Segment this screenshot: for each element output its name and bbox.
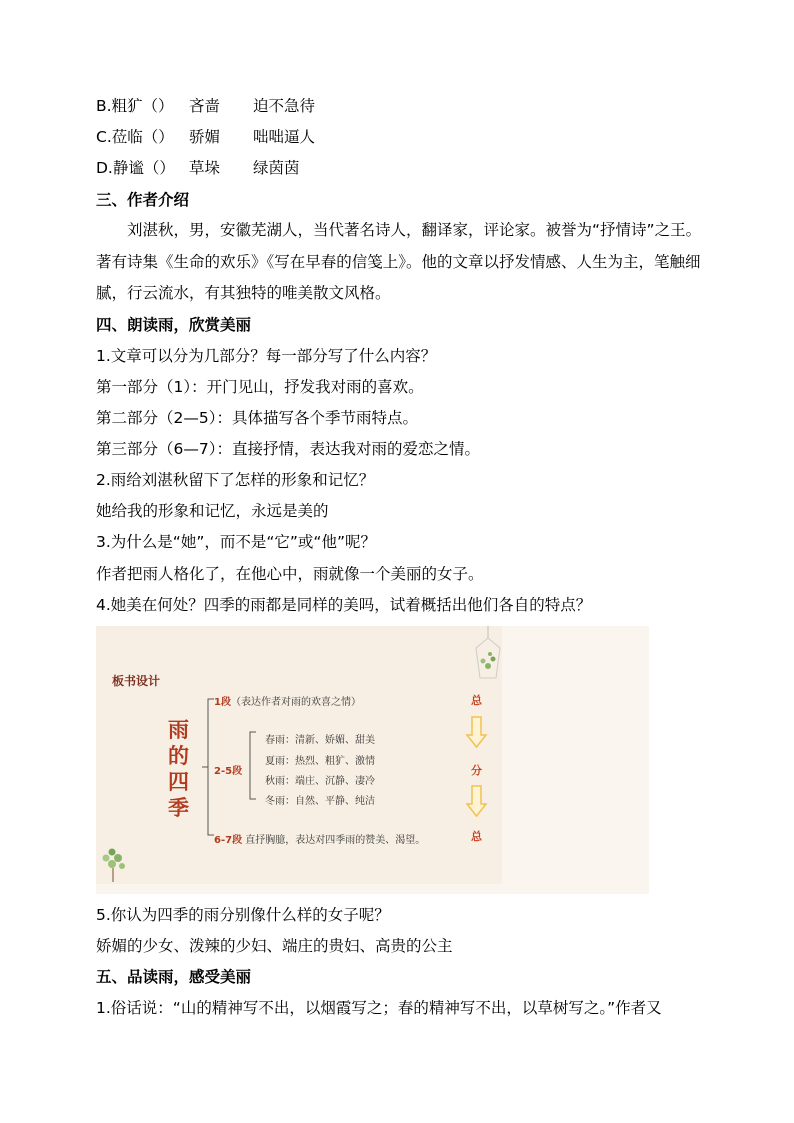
text-line: 她给我的形象和记忆，永远是美的 — [96, 502, 329, 520]
option-word: 迫不急待 — [253, 97, 316, 115]
option-d — [96, 158, 300, 178]
board-zong-top: 总 — [471, 694, 482, 707]
season-line: 冬雨：自然、平静、纯洁 — [265, 796, 375, 807]
option-word: 咄咄逼人 — [253, 128, 316, 146]
text-line: 第三部分（6—7）：直接抒情，表达我对雨的爱恋之情。 — [96, 440, 480, 458]
option-word: 吝啬 — [189, 97, 221, 115]
section-heading-author: 三、作者介绍 — [96, 191, 190, 209]
text-line: 1.俗话说：“山的精神写不出，以烟霞写之；春的精神写不出，以草树写之。”作者又 — [96, 999, 662, 1017]
text-line: 作者把雨人格化了，在他心中，雨就像一个美丽的女子。 — [96, 565, 484, 583]
section-heading-read: 四、朗读雨，欣赏美丽 — [96, 316, 252, 334]
seg1-label: 1段 — [214, 697, 231, 708]
board-title: 板书设计 — [112, 674, 161, 688]
option-label: D.静谧（） — [96, 159, 175, 177]
text-line: 第一部分（1）：开门见山，抒发我对雨的喜欢。 — [96, 378, 424, 396]
board-big-char: 的 — [168, 744, 189, 768]
season-line: 秋雨：端庄、沉静、凄冷 — [265, 776, 375, 787]
board-seg2-label: 2-5段 — [214, 766, 243, 777]
text-line: 2.雨给刘湛秋留下了怎样的形象和记忆？ — [96, 471, 375, 489]
text-line: 5.你认为四季的雨分别像什么样的女子呢？ — [96, 906, 390, 924]
text-line: 第二部分（2—5）：具体描写各个季节雨特点。 — [96, 409, 418, 427]
option-label: C.莅临（） — [96, 128, 174, 146]
board-seg3 — [214, 831, 425, 846]
seg1-text: （表达作者对雨的欢喜之情） — [230, 697, 361, 708]
seg3-text: 直抒胸臆，表达对四季雨的赞美、渴望。 — [245, 835, 426, 846]
text-line: 3.为什么是“她”，而不是“它”或“他”呢？ — [96, 533, 376, 551]
season-line: 夏雨：热烈、粗犷、激情 — [265, 756, 375, 767]
option-b — [96, 96, 315, 116]
board-design-image — [96, 626, 649, 894]
option-word: 绿茵茵 — [253, 159, 300, 177]
board-big-char: 四 — [168, 770, 189, 794]
season-line: 春雨：清新、娇媚、甜美 — [265, 735, 375, 746]
board-big-char: 雨 — [168, 718, 189, 742]
seg3-label: 6-7段 — [214, 835, 243, 846]
board-fen: 分 — [471, 764, 482, 777]
board-big-char: 季 — [168, 796, 189, 820]
board-seg1 — [214, 693, 361, 708]
option-label: B.粗犷（） — [96, 97, 174, 115]
section-heading-appreciate: 五、品读雨，感受美丽 — [96, 968, 252, 986]
author-paragraph: 刘湛秋，男，安徽芜湖人，当代著名诗人，翻译家，评论家。被誉为“抒情诗”之王。著有诗集《生命的欢乐》《写在早春的信笺上》。他的文章以抒发情感、人生为主，笔触细腻，行云流水，有其独特的唯美散文风格。 — [96, 221, 702, 302]
option-c — [96, 127, 315, 147]
text-line: 娇媚的少女、泼辣的少妇、端庄的贵妇、高贵的公主 — [96, 937, 453, 955]
option-word: 草垛 — [189, 159, 221, 177]
board-zong-bottom: 总 — [471, 830, 482, 843]
text-line: 1.文章可以分为几部分？每一部分写了什么内容？ — [96, 347, 437, 365]
text-line: 4.她美在何处？四季的雨都是同样的美吗，试着概括出他们各自的特点？ — [96, 596, 592, 614]
option-word: 骄媚 — [189, 128, 221, 146]
